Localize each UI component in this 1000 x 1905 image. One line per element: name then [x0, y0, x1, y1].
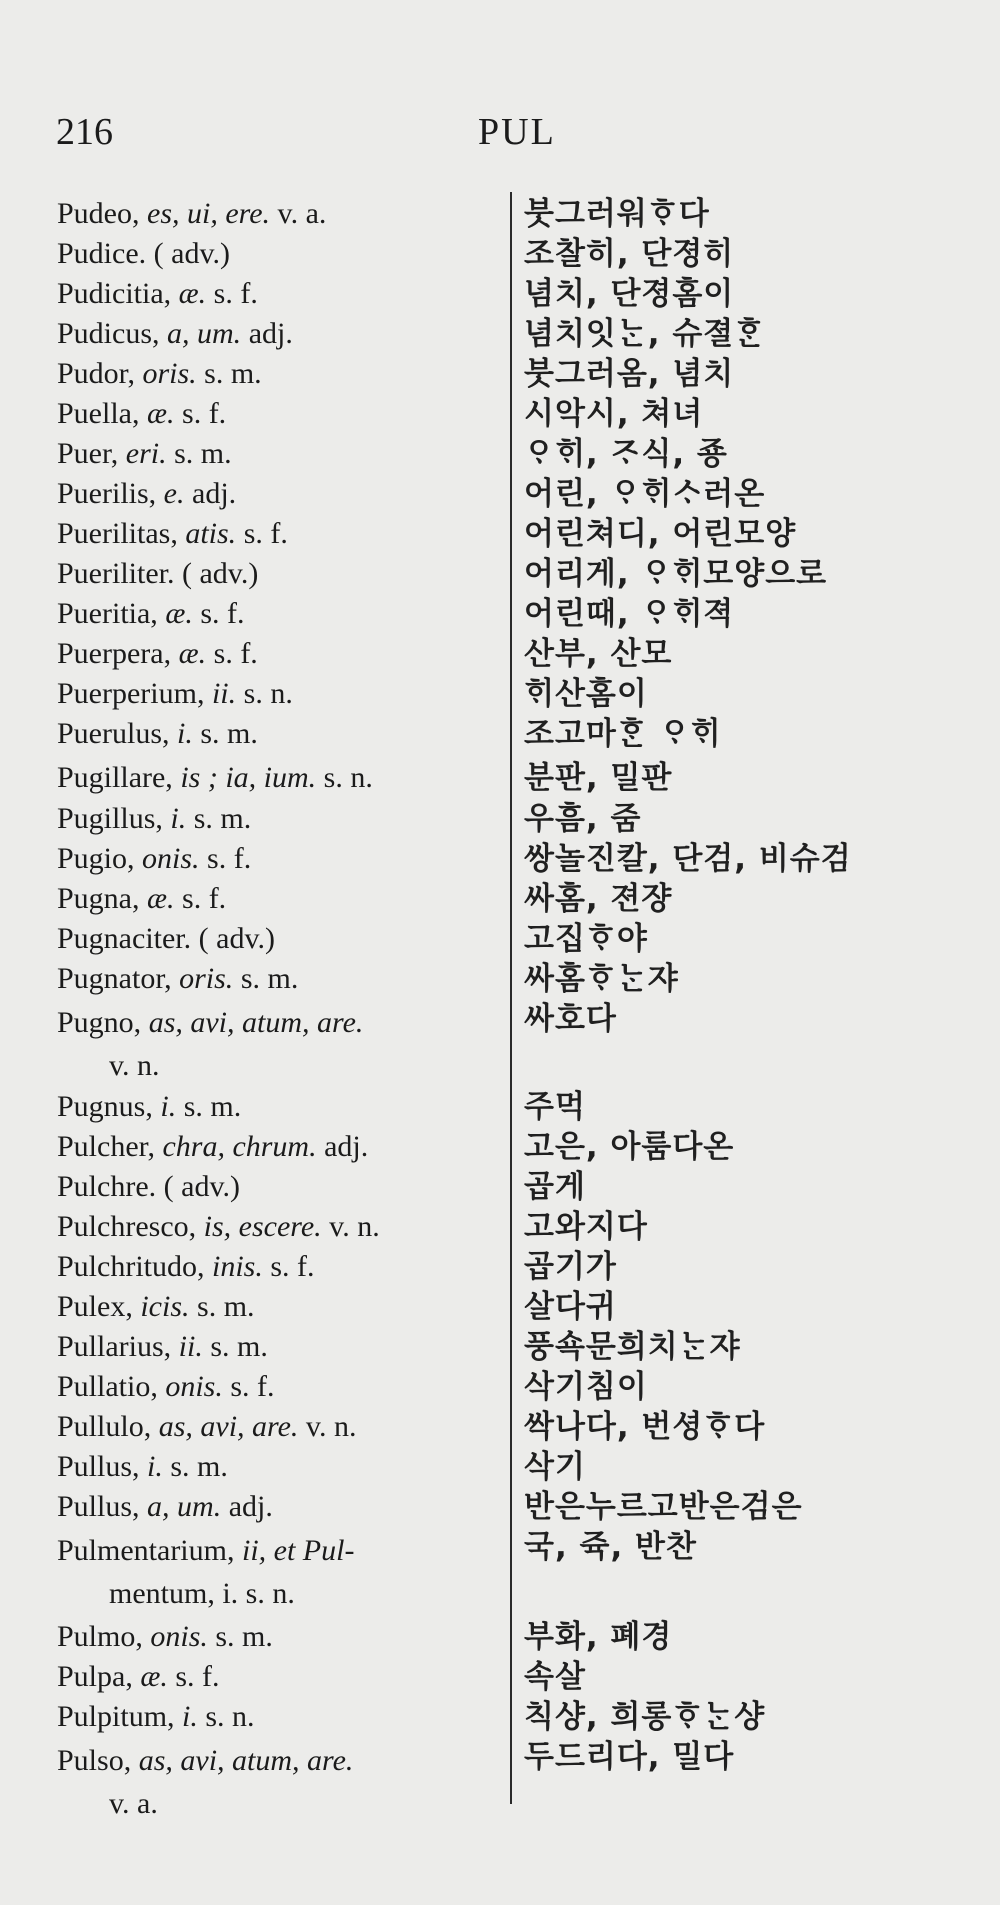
inflection: a, um.	[147, 1490, 222, 1523]
part-of-speech: v. a.	[109, 1787, 158, 1820]
inflection: æ.	[140, 1660, 168, 1693]
dictionary-entry	[0, 676, 1000, 712]
latin-headword	[57, 516, 507, 552]
dictionary-entry	[0, 1089, 1000, 1125]
latin-headword	[57, 636, 507, 672]
inflection: is ; ia, ium.	[180, 761, 317, 794]
dictionary-entry	[0, 1289, 1000, 1325]
korean-translation: 삭기	[524, 1449, 586, 1485]
korean-translation: 부화, 폐경	[524, 1619, 673, 1655]
korean-translation: 살다귀	[524, 1289, 617, 1325]
latin-headword	[57, 1001, 497, 1087]
latin-headword	[57, 1369, 507, 1405]
headword: Pullus,	[57, 1450, 140, 1483]
inflection: æ.	[178, 277, 207, 310]
latin-headword	[57, 316, 507, 352]
headword: Pullarius,	[57, 1330, 172, 1363]
inflection: onis.	[142, 842, 200, 875]
korean-translation: 싸홈ᄒᆞᄂᆞᆫ쟈	[524, 961, 679, 997]
part-of-speech: ( adv.)	[153, 237, 231, 270]
korean-translation: 붓그러옴, 념치	[524, 356, 735, 392]
korean-translation: 고집ᄒᆞ야	[524, 921, 648, 957]
part-of-speech: s. f.	[213, 637, 258, 670]
inflection: onis.	[165, 1370, 223, 1403]
headword: Puerpera,	[57, 637, 172, 670]
dictionary-entry	[0, 760, 1000, 796]
part-of-speech: v. n.	[305, 1410, 357, 1443]
korean-translation: 붓그러워ᄒᆞ다	[524, 196, 710, 232]
headword: Pullulo,	[57, 1410, 152, 1443]
dictionary-entry	[0, 1699, 1000, 1735]
inflection: es, ui, ere.	[147, 197, 271, 230]
part-of-speech: s. m.	[200, 717, 258, 750]
latin-headword	[57, 276, 507, 312]
inflection: as, avi, atum, are.	[148, 1006, 364, 1039]
dictionary-entry	[0, 1169, 1000, 1205]
part-of-speech: s. f.	[182, 882, 227, 915]
korean-translation: ᄒᆡ산홈이	[524, 676, 648, 712]
latin-headword	[57, 801, 507, 837]
part-of-speech: s. m.	[174, 437, 232, 470]
dictionary-entry	[0, 1489, 1000, 1525]
latin-headword	[57, 1619, 507, 1655]
headword: Pudeo,	[57, 197, 140, 230]
part-of-speech: ( adv.)	[198, 922, 275, 955]
korean-translation: ᄋᆞᄒᆡ, ᄌᆞ식, 죵	[524, 436, 728, 472]
headword: Puerperium,	[57, 677, 205, 710]
inflection: i.	[147, 1450, 163, 1483]
headword: Puerulus,	[57, 717, 170, 750]
korean-translation: 우흠, 줌	[524, 801, 642, 837]
headword: Pulex,	[57, 1290, 133, 1323]
part-of-speech: adj.	[192, 477, 237, 510]
part-of-speech: ( adv.)	[163, 1170, 240, 1203]
korean-translation: 싸호다	[524, 1001, 617, 1037]
dictionary-entry	[0, 1619, 1000, 1655]
headword: Pudicus,	[57, 317, 160, 350]
headword: Puella,	[57, 397, 140, 430]
latin-headword	[57, 396, 507, 432]
headword: Pugio,	[57, 842, 135, 875]
dictionary-entry	[0, 236, 1000, 272]
korean-translation: 조찰히, 단졍히	[524, 236, 735, 272]
latin-headword	[57, 1209, 507, 1245]
part-of-speech: s. f.	[213, 277, 258, 310]
latin-headword	[57, 1489, 507, 1525]
korean-translation: 싹나다, 번셩ᄒᆞ다	[524, 1409, 766, 1445]
headword: Pullatio,	[57, 1370, 158, 1403]
korean-translation: 반은누르고반은검은	[524, 1489, 803, 1525]
dictionary-entry	[0, 196, 1000, 232]
page-number: 216	[56, 111, 113, 153]
headword: Puerilitas,	[57, 517, 178, 550]
part-of-speech: s. f.	[182, 397, 227, 430]
latin-headword	[57, 1739, 497, 1825]
dictionary-entry	[0, 1001, 1000, 1089]
korean-translation: 산부, 산모	[524, 636, 673, 672]
korean-translation: 주먹	[524, 1089, 586, 1125]
inflection: oris.	[179, 962, 234, 995]
headword: Pulcher,	[57, 1130, 155, 1163]
korean-translation: 칙샹, 희롱ᄒᆞᄂᆞᆫ샹	[524, 1699, 766, 1735]
dictionary-entry	[0, 356, 1000, 392]
dictionary-entry	[0, 881, 1000, 917]
part-of-speech: s. m.	[210, 1330, 268, 1363]
dictionary-entry	[0, 801, 1000, 837]
headword: Pulso,	[57, 1744, 132, 1777]
dictionary-entry	[0, 1529, 1000, 1617]
korean-translation: 념치, 단졍홈이	[524, 276, 735, 312]
dictionary-entry	[0, 716, 1000, 752]
dictionary-entry	[0, 436, 1000, 472]
part-of-speech: adj.	[228, 1490, 273, 1523]
inflection: chra, chrum.	[162, 1130, 317, 1163]
headword: Puerilis,	[57, 477, 157, 510]
latin-headword	[57, 476, 507, 512]
latin-headword	[57, 961, 507, 997]
latin-headword	[57, 716, 507, 752]
korean-translation: 어린때, ᄋᆞᄒᆡ젹	[524, 596, 735, 632]
part-of-speech: s. m.	[204, 357, 262, 390]
korean-translation: 조고마ᄒᆞᆫ ᄋᆞᄒᆡ	[524, 716, 722, 752]
korean-translation: 고와지다	[524, 1209, 648, 1245]
inflection: inis.	[212, 1250, 263, 1283]
part-of-speech: s. f.	[270, 1250, 315, 1283]
page-header	[0, 100, 1000, 160]
inflection: eri.	[125, 437, 167, 470]
inflection: æ.	[178, 637, 207, 670]
headword: Puer,	[57, 437, 119, 470]
headword: Pulchritudo,	[57, 1250, 205, 1283]
latin-headword	[57, 760, 507, 796]
headword: Pueritia,	[57, 597, 158, 630]
part-of-speech: ( adv.)	[181, 557, 259, 590]
korean-translation: 속살	[524, 1659, 586, 1695]
headword: Pugna,	[57, 882, 140, 915]
latin-headword	[57, 1699, 507, 1735]
korean-translation: 시악시, 쳐녀	[524, 396, 704, 432]
dictionary-entry	[0, 1659, 1000, 1695]
inflection: as, avi, are.	[158, 1410, 299, 1443]
inflection: æ.	[147, 882, 175, 915]
dictionary-entry	[0, 921, 1000, 957]
dictionary-entry	[0, 1209, 1000, 1245]
korean-translation: 념치잇ᄂᆞᆫ, 슈졀ᄒᆞᆫ	[524, 316, 766, 352]
korean-translation: 삭기침이	[524, 1369, 648, 1405]
part-of-speech: s. m.	[215, 1620, 273, 1653]
dictionary-entry	[0, 1409, 1000, 1445]
latin-headword	[57, 356, 507, 392]
headword: Pullus,	[57, 1490, 140, 1523]
part-of-speech: s. f.	[243, 517, 288, 550]
headword: Pudice.	[57, 237, 147, 270]
inflection: æ.	[165, 597, 193, 630]
latin-headword	[57, 196, 507, 232]
inflection: a, um.	[167, 317, 242, 350]
latin-headword	[57, 881, 507, 917]
korean-translation: 두드리다, 밀다	[524, 1739, 735, 1775]
dictionary-entry	[0, 596, 1000, 632]
korean-translation: 국, 쥭, 반찬	[524, 1529, 697, 1565]
korean-translation: 쌍놀진칼, 단검, 비슈검	[524, 841, 852, 877]
inflection: i.	[177, 717, 193, 750]
inflection: icis.	[140, 1290, 190, 1323]
latin-headword	[57, 1289, 507, 1325]
latin-headword	[57, 1529, 497, 1615]
headword: Pugnaciter.	[57, 922, 192, 955]
headword: Pugnus,	[57, 1090, 153, 1123]
latin-headword	[57, 1249, 507, 1285]
dictionary-entry	[0, 1329, 1000, 1365]
dictionary-entry	[0, 556, 1000, 592]
part-of-speech: s. m.	[170, 1450, 228, 1483]
dictionary-entry	[0, 1249, 1000, 1285]
part-of-speech: s. f.	[207, 842, 252, 875]
dictionary-entry	[0, 636, 1000, 672]
korean-translation: 어리게, ᄋᆞᄒᆡ모양으로	[524, 556, 828, 592]
inflection: i.	[170, 802, 187, 835]
part-of-speech: v. n.	[329, 1210, 380, 1243]
headword: Pulchresco,	[57, 1210, 197, 1243]
korean-translation: 곱게	[524, 1169, 586, 1205]
inflection: ii.	[178, 1330, 203, 1363]
headword: Pugillare,	[57, 761, 173, 794]
latin-headword	[57, 556, 507, 592]
inflection: ii, et Pul-	[241, 1534, 355, 1567]
latin-headword	[57, 841, 507, 877]
latin-headword	[57, 236, 507, 272]
headword: Pudicitia,	[57, 277, 172, 310]
latin-headword	[57, 1129, 507, 1165]
inflection: is, escere.	[203, 1210, 322, 1243]
dictionary-entry	[0, 476, 1000, 512]
inflection: as, avi, atum, are.	[138, 1744, 354, 1777]
dictionary-entry	[0, 1449, 1000, 1485]
dictionary-entry	[0, 316, 1000, 352]
inflection: atis.	[185, 517, 237, 550]
part-of-speech: s. m.	[240, 962, 299, 995]
part-of-speech: s. f.	[175, 1660, 220, 1693]
inflection: æ.	[147, 397, 175, 430]
dictionary-entry	[0, 961, 1000, 997]
part-of-speech: mentum, i. s. n.	[109, 1577, 295, 1610]
latin-headword	[57, 921, 507, 957]
dictionary-entry	[0, 1369, 1000, 1405]
inflection: ii.	[211, 677, 237, 710]
latin-headword	[57, 596, 507, 632]
dictionary-entry	[0, 841, 1000, 877]
part-of-speech: s. m.	[193, 802, 252, 835]
headword: Pulpitum,	[57, 1700, 175, 1733]
inflection: e.	[163, 477, 185, 510]
korean-translation: 곱기가	[524, 1249, 617, 1285]
dictionary-entry	[0, 276, 1000, 312]
headword: Pulmentarium,	[57, 1534, 235, 1567]
inflection: i.	[182, 1700, 198, 1733]
inflection: oris.	[142, 357, 197, 390]
korean-translation: 싸홈, 젼쟝	[524, 881, 673, 917]
latin-headword	[57, 436, 507, 472]
dictionary-entry	[0, 1129, 1000, 1165]
latin-headword	[57, 1449, 507, 1485]
latin-headword	[57, 1409, 507, 1445]
latin-headword	[57, 1169, 507, 1205]
part-of-speech: s. n.	[323, 761, 373, 794]
part-of-speech: s. m.	[183, 1090, 242, 1123]
part-of-speech: s. f.	[200, 597, 245, 630]
headword: Pugnator,	[57, 962, 172, 995]
headword: Pudor,	[57, 357, 135, 390]
inflection: onis.	[150, 1620, 208, 1653]
headword: Pugno,	[57, 1006, 142, 1039]
part-of-speech: adj.	[248, 317, 293, 350]
part-of-speech: s. m.	[197, 1290, 255, 1323]
korean-translation: 분판, 밀판	[524, 760, 673, 796]
korean-translation: 풍쇽문희치ᄂᆞᆫ쟈	[524, 1329, 741, 1365]
part-of-speech: v. n.	[109, 1049, 160, 1082]
korean-translation: 어린, ᄋᆞᄒᆡᄉᆞ러온	[524, 476, 766, 512]
dictionary-entry	[0, 516, 1000, 552]
headword: Pulchre.	[57, 1170, 157, 1203]
inflection: i.	[160, 1090, 177, 1123]
headword: Pueriliter.	[57, 557, 175, 590]
running-head: PUL	[478, 111, 556, 153]
part-of-speech: v. a.	[277, 197, 327, 230]
latin-headword	[57, 1089, 507, 1125]
korean-translation: 고은, 아룸다온	[524, 1129, 735, 1165]
headword: Pugillus,	[57, 802, 163, 835]
headword: Pulpa,	[57, 1660, 133, 1693]
dictionary-entry	[0, 396, 1000, 432]
headword: Pulmo,	[57, 1620, 143, 1653]
part-of-speech: s. f.	[230, 1370, 275, 1403]
latin-headword	[57, 676, 507, 712]
latin-headword	[57, 1659, 507, 1695]
part-of-speech: s. n.	[243, 677, 293, 710]
part-of-speech: s. n.	[205, 1700, 255, 1733]
latin-headword	[57, 1329, 507, 1365]
korean-translation: 어린쳐디, 어린모양	[524, 516, 797, 552]
dictionary-entry	[0, 1739, 1000, 1827]
part-of-speech: adj.	[324, 1130, 369, 1163]
